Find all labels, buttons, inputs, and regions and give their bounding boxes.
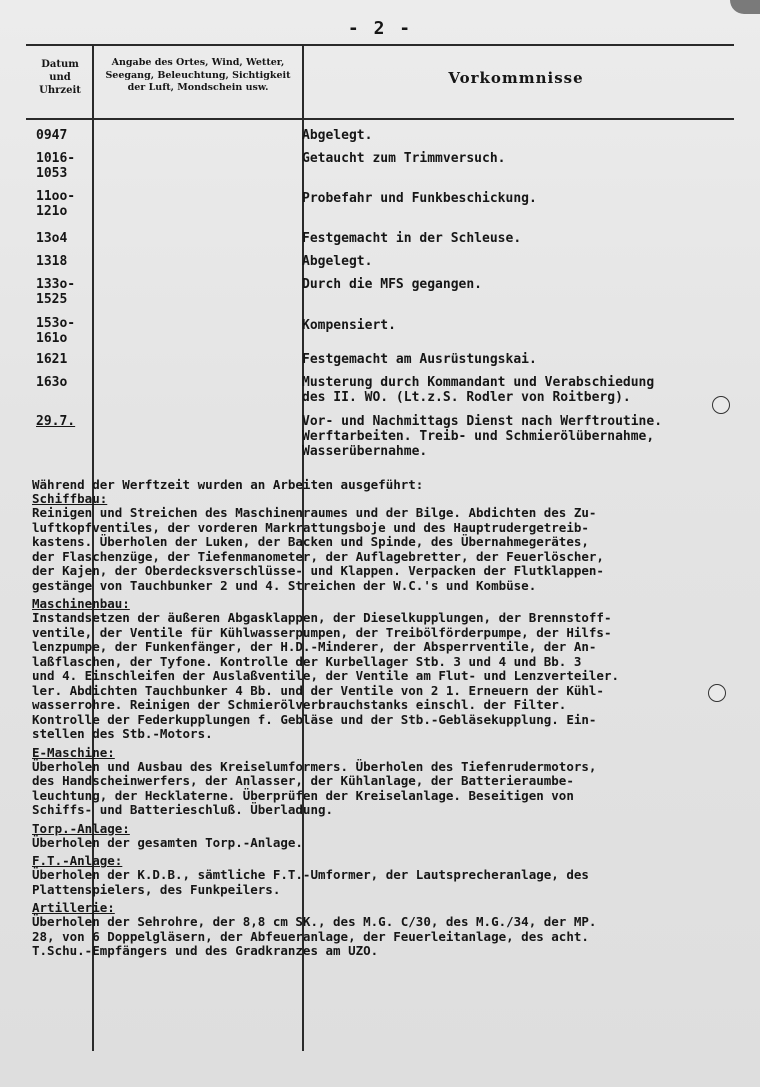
row-text: Durch die MFS gegangen. (302, 277, 483, 292)
row-text: Musterung durch Kommandant und Verabschiedung des II. WO. (Lt.z.S. Rodler von Roitberg). (302, 375, 655, 405)
row-time: 153o- 161o (36, 316, 76, 346)
row-text: Abgelegt. (302, 128, 373, 143)
header-events-column: Vorkommnisse (448, 69, 584, 87)
header-date-column: Datum und Uhrzeit (39, 59, 81, 96)
row-time: 1318 (36, 254, 68, 269)
section-body-artillerie: Überholen der Sehrohre, der 8,8 cm SK., des M.G. C/30, des M.G./34, der MP. 28, von 6 Doppelgläsern, der Abfeueranlage, der Feuerleitanlage, des acht. T.Schu.-Empfängers und des Gradkranzes am UZO. (32, 914, 597, 958)
row-text: Vor- und Nachmittags Dienst nach Werftroutine. Werftarbeiten. Treib- und Schmierölübernahme, Wasserübernahme. (302, 414, 663, 459)
log-table (26, 44, 734, 1044)
row-time: 163o (36, 375, 68, 390)
punch-hole-mark (712, 396, 730, 414)
section-heading-ft-anlage: F.T.-Anlage: (32, 853, 123, 868)
row-time: 133o- 1525 (36, 277, 76, 307)
row-text: Getaucht zum Trimmversuch. (302, 151, 506, 166)
torn-corner (730, 0, 760, 14)
header-place-column: Angabe des Ortes, Wind, Wetter, Seegang, Beleuchtung, Sichtigkeit der Luft, Mondschein usw. (105, 57, 291, 93)
section-body-maschinenbau: Instandsetzen der äußeren Abgasklappen, der Dieselkupplungen, der Brennstoff- ventile, der Ventile für Kühlwasserpumpen, der Treibölförderpumpe, der Hilfs- lenzpumpe, der Funkenfänger, der H.D.-Minderer, der Absperrventile, der An- laßflaschen, der Tyfone. Kontrolle der Kurbellager Stb. 3 und 4 und Bb. 3 und 4. Einschleifen der Auslaßventile, der Ventile am Flut- und Lenzverteiler. ler. Abdichten Tauchbunker 4 Bb. und der Ventile von 2 1. Erneuern der Kühl- wasserrohre. Reinigen der Schmierölverbrauchstanks einschl. der Filter. Kontrolle der Federkupplungen f. Gebläse und der Stb.-Gebläsekupplung. Ein- stellen des Stb.-Motors. (32, 610, 619, 741)
row-time: 1016- 1053 (36, 151, 76, 181)
page-number: - 2 - (347, 18, 413, 39)
section-body-schiffbau: Reinigen und Streichen des Maschinenraumes und der Bilge. Abdichten des Zu- luftkopfventiles, der vorderen Markrattungsboje und des Hauptrudergetreib- kastens. Überholen der Luken, der Backen und Spinde, des Übernahmegerätes, der Flaschenzüge, der Tiefenmanometer, der Auflagebretter, der Feuerlöscher, der Kajen, der Oberdecksverschlüsse- und Klappen. Verpacken der Flutklappen- gestänge von Tauchbunker 2 und 4. Streichen der W.C.'s und Kombüse. (32, 505, 604, 593)
section-heading-maschinenbau: Maschinenbau: (32, 596, 130, 611)
work-report (32, 478, 732, 963)
row-time: 1621 (36, 352, 68, 367)
table-top-rule (26, 44, 734, 46)
header-bottom-rule (26, 118, 734, 120)
section-heading-artillerie: Artillerie: (32, 900, 115, 915)
row-text: Abgelegt. (302, 254, 373, 269)
row-text: Festgemacht am Ausrüstungskai. (302, 352, 537, 367)
row-text: Kompensiert. (302, 318, 396, 333)
section-body-ft-anlage: Überholen der K.D.B., sämtliche F.T.-Umformer, der Lautsprecheranlage, des Plattenspielers, des Funkpeilers. (32, 867, 589, 897)
section-body-e-maschine: Überholen und Ausbau des Kreiselumformers. Überholen des Tiefenrudermotors, des Handscheinwerfers, der Anlasser, der Kühlanlage, der Batterieraumbe- leuchtung, der Hecklaterne. Überprüfen der Kreiselanlage. Beseitigen von Schiffs- und Batterieschluß. Überladung. (32, 758, 597, 817)
section-heading-e-maschine: E-Maschine: (32, 744, 115, 760)
row-text: Festgemacht in der Schleuse. (302, 231, 522, 246)
row-time: 13o4 (36, 231, 68, 246)
row-text: Probefahr und Funkbeschickung. (302, 191, 537, 206)
section-body-torp-anlage: Überholen der gesamten Torp.-Anlage. (32, 834, 303, 850)
row-time: 0947 (36, 128, 68, 143)
row-time: 11oo- 121o (36, 189, 76, 219)
work-report-intro: Während der Werftzeit wurden an Arbeiten ausgeführt: (32, 477, 424, 492)
section-heading-schiffbau: Schiffbau: (32, 491, 108, 506)
section-heading-torp-anlage: Torp.-Anlage: (32, 820, 130, 836)
row-date: 29.7. (36, 414, 76, 429)
